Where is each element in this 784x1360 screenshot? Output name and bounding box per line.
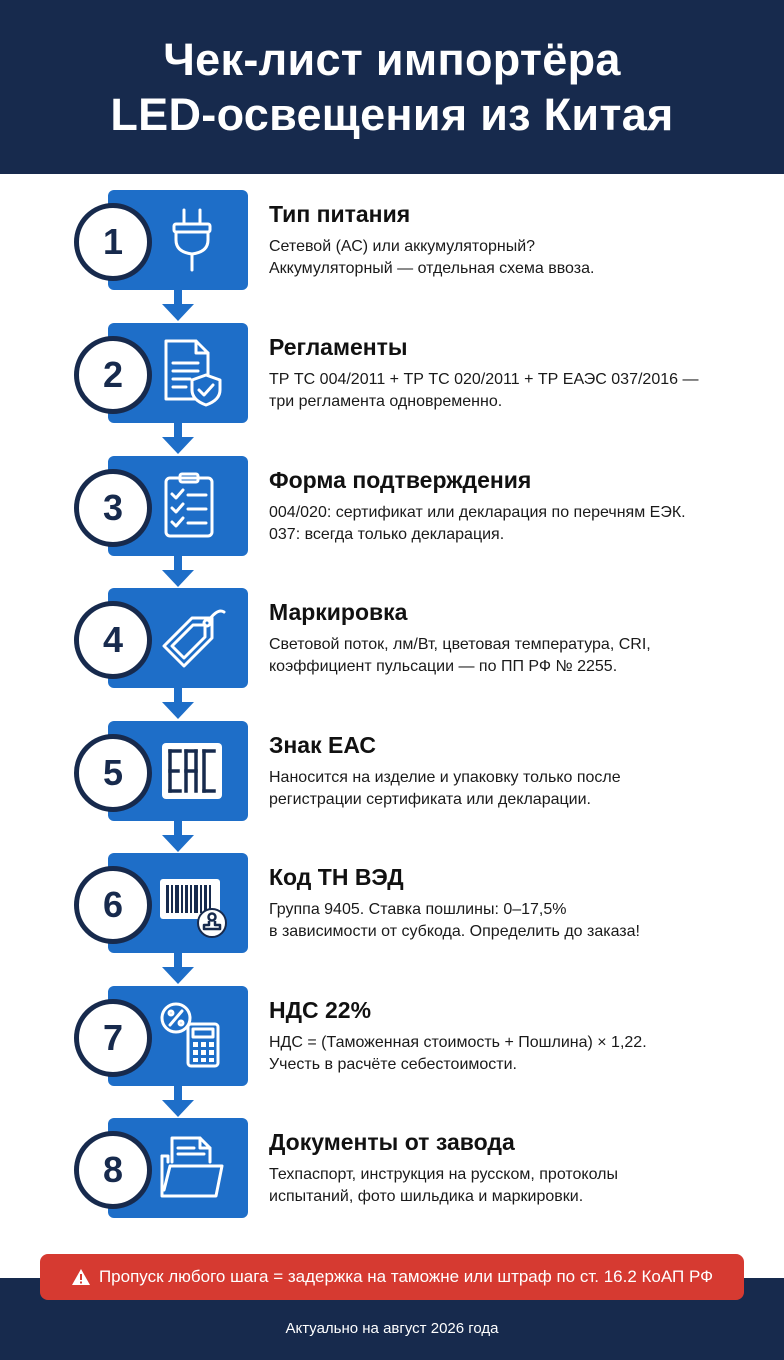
plug-icon <box>156 204 228 276</box>
step-connector-arrow <box>168 290 188 323</box>
step-description-line-2: коэффициент пульсации — по ПП РФ № 2255. <box>269 658 618 675</box>
page-title <box>110 32 673 142</box>
step-connector-arrow <box>168 423 188 456</box>
step-number-badge: 8 <box>74 1131 152 1209</box>
step-connector-arrow <box>168 556 188 589</box>
step-number-badge: 3 <box>74 469 152 547</box>
step-text <box>269 200 769 280</box>
step-connector-arrow <box>168 1086 188 1119</box>
step-number-badge: 7 <box>74 999 152 1077</box>
price-tag-icon <box>156 602 228 674</box>
step-5 <box>0 721 784 821</box>
step-description <box>269 1032 769 1076</box>
step-description-line-2: испытаний, фото шильдика и маркировки. <box>269 1188 584 1205</box>
step-description <box>269 502 769 546</box>
warning-triangle-icon <box>71 1268 91 1286</box>
step-number-badge: 2 <box>74 336 152 414</box>
step-description-line-2: Аккумуляторный — отдельная схема ввоза. <box>269 260 595 277</box>
step-title: Тип питания <box>269 201 411 227</box>
step-description-line-1: Наносится на изделие и упаковку только после <box>269 769 621 786</box>
step-6 <box>0 853 784 953</box>
step-title: Знак ЕАС <box>269 732 376 758</box>
clipboard-checklist-icon <box>156 470 228 542</box>
step-description-line-2: три регламента одновременно. <box>269 393 503 410</box>
step-description-line-2: 037: всегда только декларация. <box>269 526 505 543</box>
step-2 <box>0 323 784 423</box>
step-description <box>269 767 769 811</box>
step-text <box>269 598 769 678</box>
step-description-line-2: Учесть в расчёте себестоимости. <box>269 1056 517 1073</box>
step-number-badge: 6 <box>74 866 152 944</box>
barcode-stamp-icon <box>156 867 228 939</box>
step-8 <box>0 1118 784 1218</box>
step-title: Документы от завода <box>269 1129 515 1155</box>
document-shield-icon <box>156 337 228 409</box>
step-text <box>269 333 769 413</box>
step-connector-arrow <box>168 953 188 986</box>
step-description-line-1: Группа 9405. Ставка пошлины: 0–17,5% <box>269 901 567 918</box>
step-title: Регламенты <box>269 334 408 360</box>
step-description <box>269 634 769 678</box>
header-banner <box>0 0 784 174</box>
step-description-line-1: Техпаспорт, инструкция на русском, протоколы <box>269 1166 618 1183</box>
step-number-badge: 4 <box>74 601 152 679</box>
step-connector-arrow <box>168 688 188 721</box>
step-text <box>269 1128 769 1208</box>
step-description-line-2: регистрации сертификата или декларации. <box>269 791 591 808</box>
step-description-line-1: ТР ТС 004/2011 + ТР ТС 020/2011 + ТР ЕАЭС 037/2016 — <box>269 371 699 388</box>
step-title: Код ТН ВЭД <box>269 864 404 890</box>
step-description-line-1: 004/020: сертификат или декларация по перечням ЕЭК. <box>269 504 686 521</box>
folder-documents-icon <box>156 1132 228 1204</box>
step-text <box>269 996 769 1076</box>
step-title: Форма подтверждения <box>269 467 532 493</box>
title-line-1: Чек-лист импортёра <box>163 34 621 85</box>
step-description-line-1: НДС = (Таможенная стоимость + Пошлина) × 1,22. <box>269 1034 647 1051</box>
step-4 <box>0 588 784 688</box>
step-description-line-1: Сетевой (АС) или аккумуляторный? <box>269 238 536 255</box>
step-title: Маркировка <box>269 599 408 625</box>
step-number-badge: 1 <box>74 203 152 281</box>
footer-note: Актуально на август 2026 года <box>285 1320 499 1337</box>
step-description <box>269 899 769 943</box>
step-3 <box>0 456 784 556</box>
step-1 <box>0 190 784 290</box>
title-line-2: LED-освещения из Китая <box>110 89 674 140</box>
step-description <box>269 1164 769 1208</box>
step-title: НДС 22% <box>269 997 372 1023</box>
step-description <box>269 369 769 413</box>
step-description-line-2: в зависимости от субкода. Определить до заказа! <box>269 923 640 940</box>
step-text <box>269 863 769 943</box>
step-description-line-1: Световой поток, лм/Вт, цветовая температура, CRI, <box>269 636 651 653</box>
eac-mark-icon <box>156 735 228 807</box>
step-number-badge: 5 <box>74 734 152 812</box>
calculator-percent-icon <box>156 1000 228 1072</box>
step-text <box>269 466 769 546</box>
step-connector-arrow <box>168 821 188 854</box>
warning-text: Пропуск любого шага = задержка на таможне или штраф по ст. 16.2 КоАП РФ <box>98 1267 714 1286</box>
warning-banner <box>40 1254 744 1300</box>
step-text <box>269 731 769 811</box>
step-description <box>269 236 769 280</box>
step-7 <box>0 986 784 1086</box>
